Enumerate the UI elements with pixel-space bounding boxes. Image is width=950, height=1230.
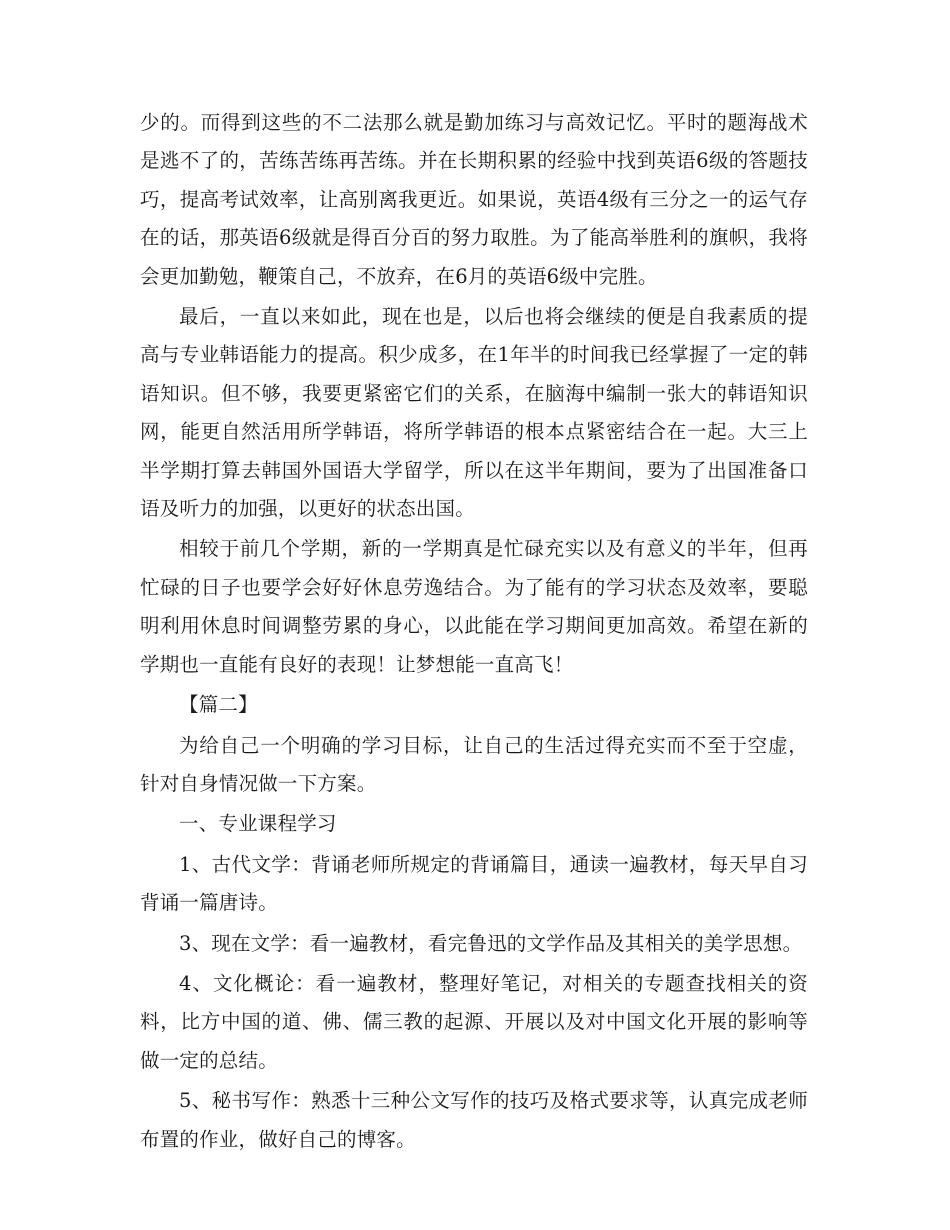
paragraph-semester-reflection: 相较于前几个学期，新的一学期真是忙碌充实以及有意义的半年，但再忙碌的日子也要学会好好休息劳逸结合。为了能有的学习状态及效率，要聪明利用休息时间调整劳累的身心，以此能在学习期间更加高效。希望在新的学期也一直能有良好的表现！让梦想能一直高飞！ <box>140 537 808 676</box>
list-item-culture-overview: 4、文化概论：看一遍教材，整理好笔记，对相关的专题查找相关的资料，比方中国的道、佛、儒三教的起源、开展以及对中国文化开展的影响等做一定的总结。 <box>140 971 808 1072</box>
paragraph-plan-intro: 为给自己一个明确的学习目标，让自己的生活过得充实而不至于空虚，针对自身情况做一下方案。 <box>140 733 808 795</box>
section-heading-part-two: 【篇二】 <box>179 693 258 717</box>
subheading-course-study: 一、专业课程学习 <box>179 812 337 836</box>
paragraph-continued: 少的。而得到这些的不二法那么就是勤加练习与高效记忆。平时的题海战术是逃不了的，苦练苦练再苦练。并在长期积累的经验中找到英语6级的答题技巧，提高考试效率，让高别离我更近。如果说，英语4级有三分之一的运气存在的话，那英语6级就是得百分百的努力取胜。为了能高举胜利的旗帜，我将会更加勤勉，鞭策自己，不放弃，在6月的英语6级中完胜。 <box>140 111 808 288</box>
list-item-ancient-literature: 1、古代文学：背诵老师所规定的背诵篇目，通读一遍教材，每天早自习背诵一篇唐诗。 <box>140 852 808 915</box>
document-body <box>140 104 808 1161</box>
paragraph-korean-ability: 最后，一直以来如此，现在也是，以后也将会继续的便是自我素质的提高与专业韩语能力的提高。积少成多，在1年半的时间我已经掌握了一定的韩语知识。但不够，我要更紧密它们的关系，在脑海中编制一张大的韩语知识网，能更自然活用所学韩语，将所学韩语的根本点紧密结合在一起。大三上半学期打算去韩国外国语大学留学，所以在这半年期间，要为了出国准备口语及听力的加强，以更好的状态出国。 <box>140 305 808 521</box>
list-item-modern-literature: 3、现在文学：看一遍教材，看完鲁迅的文学作品及其相关的美学思想。 <box>179 931 803 955</box>
list-item-secretary-writing: 5、秘书写作：熟悉十三种公文写作的技巧及格式要求等，认真完成老师布置的作业，做好自己的博客。 <box>140 1089 808 1151</box>
